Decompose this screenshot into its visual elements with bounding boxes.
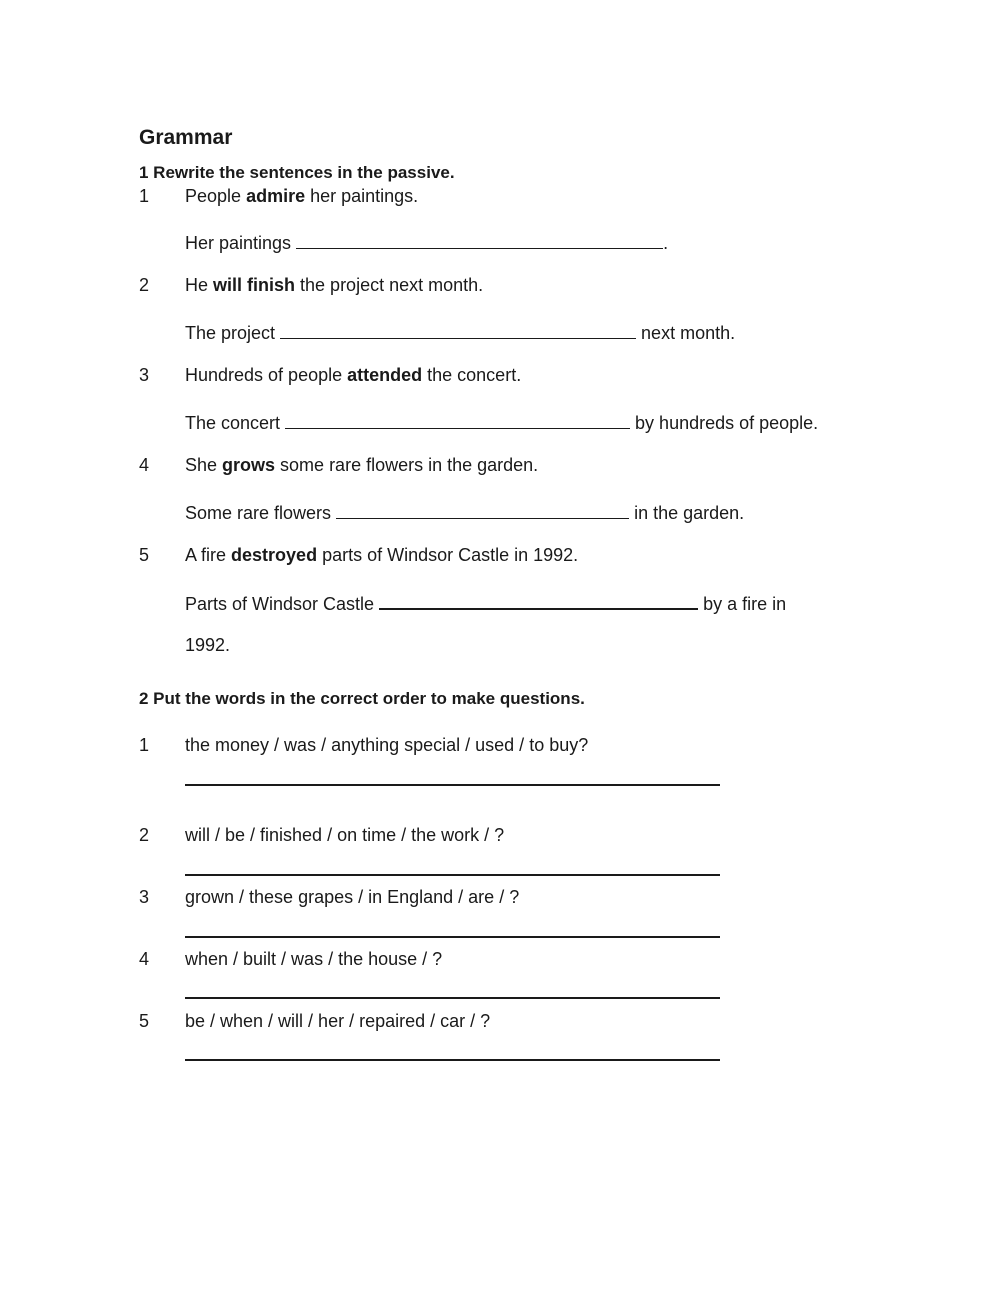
answer-blank[interactable] [418,410,630,429]
answer-line-4: Some rare flowers in the garden. [185,500,744,524]
sentence-1: People admire her paintings. [185,186,419,206]
answer-blank[interactable] [285,410,418,429]
item-number: 3 [139,887,150,907]
question-prompt-5: be / when / will / her / repaired / car / ? [185,1011,491,1031]
item-number: 1 [139,186,150,206]
item-number: 3 [139,365,150,385]
item-number: 4 [139,949,150,969]
answer-line-3: The concert by hundreds of people. [185,410,818,434]
answer-blank[interactable] [336,500,471,519]
item-number: 5 [139,545,150,565]
sentence-5: A fire destroyed parts of Windsor Castle in 1992. [185,545,579,565]
item-number: 5 [139,1011,150,1031]
target-verb: attended [347,365,423,385]
answer-line[interactable] [185,784,720,786]
target-verb: grows [222,455,276,475]
item-number: 4 [139,455,150,475]
item-number: 1 [139,735,150,755]
answer-line-1: Her paintings . [185,230,668,254]
answer-line[interactable] [185,874,720,876]
target-verb: destroyed [231,545,318,565]
item-number: 2 [139,825,150,845]
question-prompt-4: when / built / was / the house / ? [185,949,443,969]
answer-blank[interactable] [280,320,412,339]
answer-blank[interactable] [379,590,698,610]
answer-line[interactable] [185,1059,720,1061]
question-prompt-3: grown / these grapes / in England / are / ? [185,887,520,907]
target-verb: admire [246,186,306,206]
question-prompt-1: the money / was / anything special / used / to buy? [185,735,589,755]
answer-line-5-continued: 1992. [185,635,231,655]
sentence-3: Hundreds of people attended the concert. [185,365,522,385]
sentence-2: He will finish the project next month. [185,275,484,295]
answer-blank[interactable] [471,500,629,519]
answer-blank[interactable] [296,230,433,249]
section-2-heading: 2 Put the words in the correct order to make questions. [139,689,585,708]
answer-line-2: The project next month. [185,320,735,344]
section-1-heading: 1 Rewrite the sentences in the passive. [139,163,455,182]
answer-line[interactable] [185,997,720,999]
answer-blank[interactable] [433,230,663,249]
answer-line-5: Parts of Windsor Castle by a fire in [185,590,786,615]
target-verb: will finish [213,275,296,295]
answer-line[interactable] [185,936,720,938]
sentence-4: She grows some rare flowers in the garden. [185,455,539,475]
answer-blank[interactable] [412,320,636,339]
question-prompt-2: will / be / finished / on time / the work / ? [185,825,505,845]
item-number: 2 [139,275,150,295]
page-title: Grammar [139,126,233,149]
